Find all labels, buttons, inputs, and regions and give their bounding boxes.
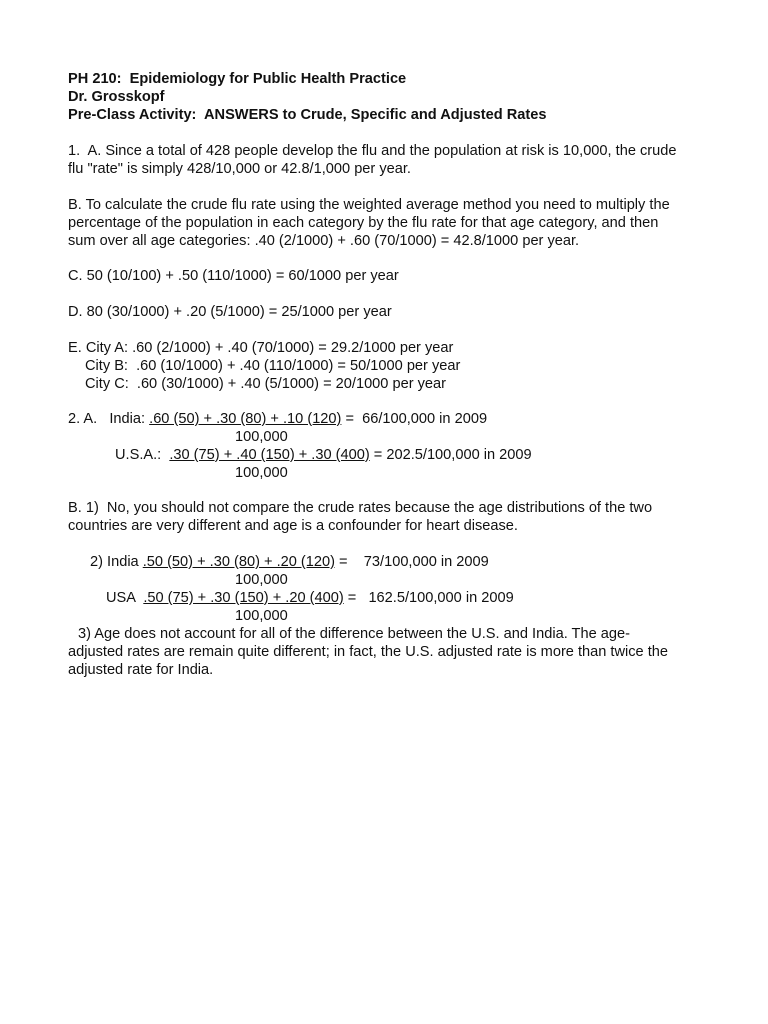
usa-rate-line bbox=[68, 446, 708, 464]
india-adjusted-numerator: .50 (50) + .30 (80) + .20 (120) bbox=[142, 554, 335, 570]
answer-2b3 bbox=[68, 625, 708, 679]
india-denominator: 100,000 bbox=[235, 429, 288, 445]
usa-label: U.S.A.: bbox=[115, 447, 170, 463]
india-rate-line bbox=[68, 410, 708, 428]
usa-adjusted-line bbox=[68, 589, 708, 607]
india-adjusted-denominator: 100,000 bbox=[235, 572, 288, 588]
answer-1c bbox=[68, 267, 708, 285]
usa-numerator: .30 (75) + .40 (150) + .30 (400) bbox=[169, 447, 370, 463]
answer-1b-line: B. To calculate the crude flu rate using the weighted average method you need to multiply the bbox=[68, 197, 670, 213]
answer-1b-line: percentage of the population in each category by the flu rate for that age category, and then bbox=[68, 215, 659, 231]
city-a-line: E. City A: .60 (2/1000) + .40 (70/1000) = 29.2/1000 per year bbox=[68, 340, 454, 356]
activity-title: Pre-Class Activity: ANSWERS to Crude, Specific and Adjusted Rates bbox=[68, 107, 547, 123]
answer-2b3-line: adjusted rates are remain quite different; in fact, the U.S. adjusted rate is more than twice the bbox=[68, 644, 669, 660]
document-header bbox=[68, 70, 708, 124]
answer-1e bbox=[68, 339, 708, 393]
india-adjusted-line bbox=[68, 553, 708, 571]
answer-1c-line: C. 50 (10/100) + .50 (110/1000) = 60/1000 per year bbox=[68, 268, 399, 284]
answer-2b2 bbox=[68, 553, 708, 625]
answer-2b1-line: B. 1) No, you should not compare the crude rates because the age distributions of the two bbox=[68, 500, 653, 516]
city-b-line: City B: .60 (10/1000) + .40 (110/1000) = 50/1000 per year bbox=[85, 358, 461, 374]
india-numerator: .60 (50) + .30 (80) + .10 (120) bbox=[149, 411, 342, 427]
india-adjusted-result: = 73/100,000 in 2009 bbox=[335, 554, 489, 570]
usa-adjusted-result: = 162.5/100,000 in 2009 bbox=[343, 590, 514, 606]
course-title: PH 210: Epidemiology for Public Health Practice bbox=[68, 71, 407, 87]
instructor-name: Dr. Grosskopf bbox=[68, 89, 165, 105]
india-label: 2. A. India: bbox=[68, 411, 150, 427]
answer-1d-line: D. 80 (30/1000) + .20 (5/1000) = 25/1000 per year bbox=[68, 304, 392, 320]
usa-adjusted-denominator: 100,000 bbox=[235, 608, 288, 624]
answer-2b3-line: 3) Age does not account for all of the difference between the U.S. and India. The age- bbox=[78, 626, 630, 642]
answer-1a-line: 1. A. Since a total of 428 people develop the flu and the population at risk is 10,000, the crude bbox=[68, 143, 677, 159]
usa-denominator: 100,000 bbox=[235, 465, 288, 481]
usa-adjusted-numerator: .50 (75) + .30 (150) + .20 (400) bbox=[143, 590, 344, 606]
usa-result: = 202.5/100,000 in 2009 bbox=[369, 447, 532, 463]
answer-1a bbox=[68, 142, 708, 178]
answer-1b-line: sum over all age categories: .40 (2/1000) + .60 (70/1000) = 42.8/1000 per year. bbox=[68, 233, 580, 249]
answer-2b1 bbox=[68, 499, 708, 535]
india-adjusted-label: 2) India bbox=[90, 554, 143, 570]
india-result: = 66/100,000 in 2009 bbox=[341, 411, 488, 427]
answer-2b1-line: countries are very different and age is a confounder for heart disease. bbox=[68, 518, 518, 534]
city-c-line: City C: .60 (30/1000) + .40 (5/1000) = 20/1000 per year bbox=[85, 376, 447, 392]
answer-1b bbox=[68, 196, 708, 250]
answer-1d bbox=[68, 303, 708, 321]
answer-2a bbox=[68, 410, 708, 482]
answer-1a-line: flu "rate" is simply 428/10,000 or 42.8/1,000 per year. bbox=[68, 161, 411, 177]
usa-adjusted-label: USA bbox=[106, 590, 144, 606]
answer-2b3-line: adjusted rate for India. bbox=[68, 662, 214, 678]
